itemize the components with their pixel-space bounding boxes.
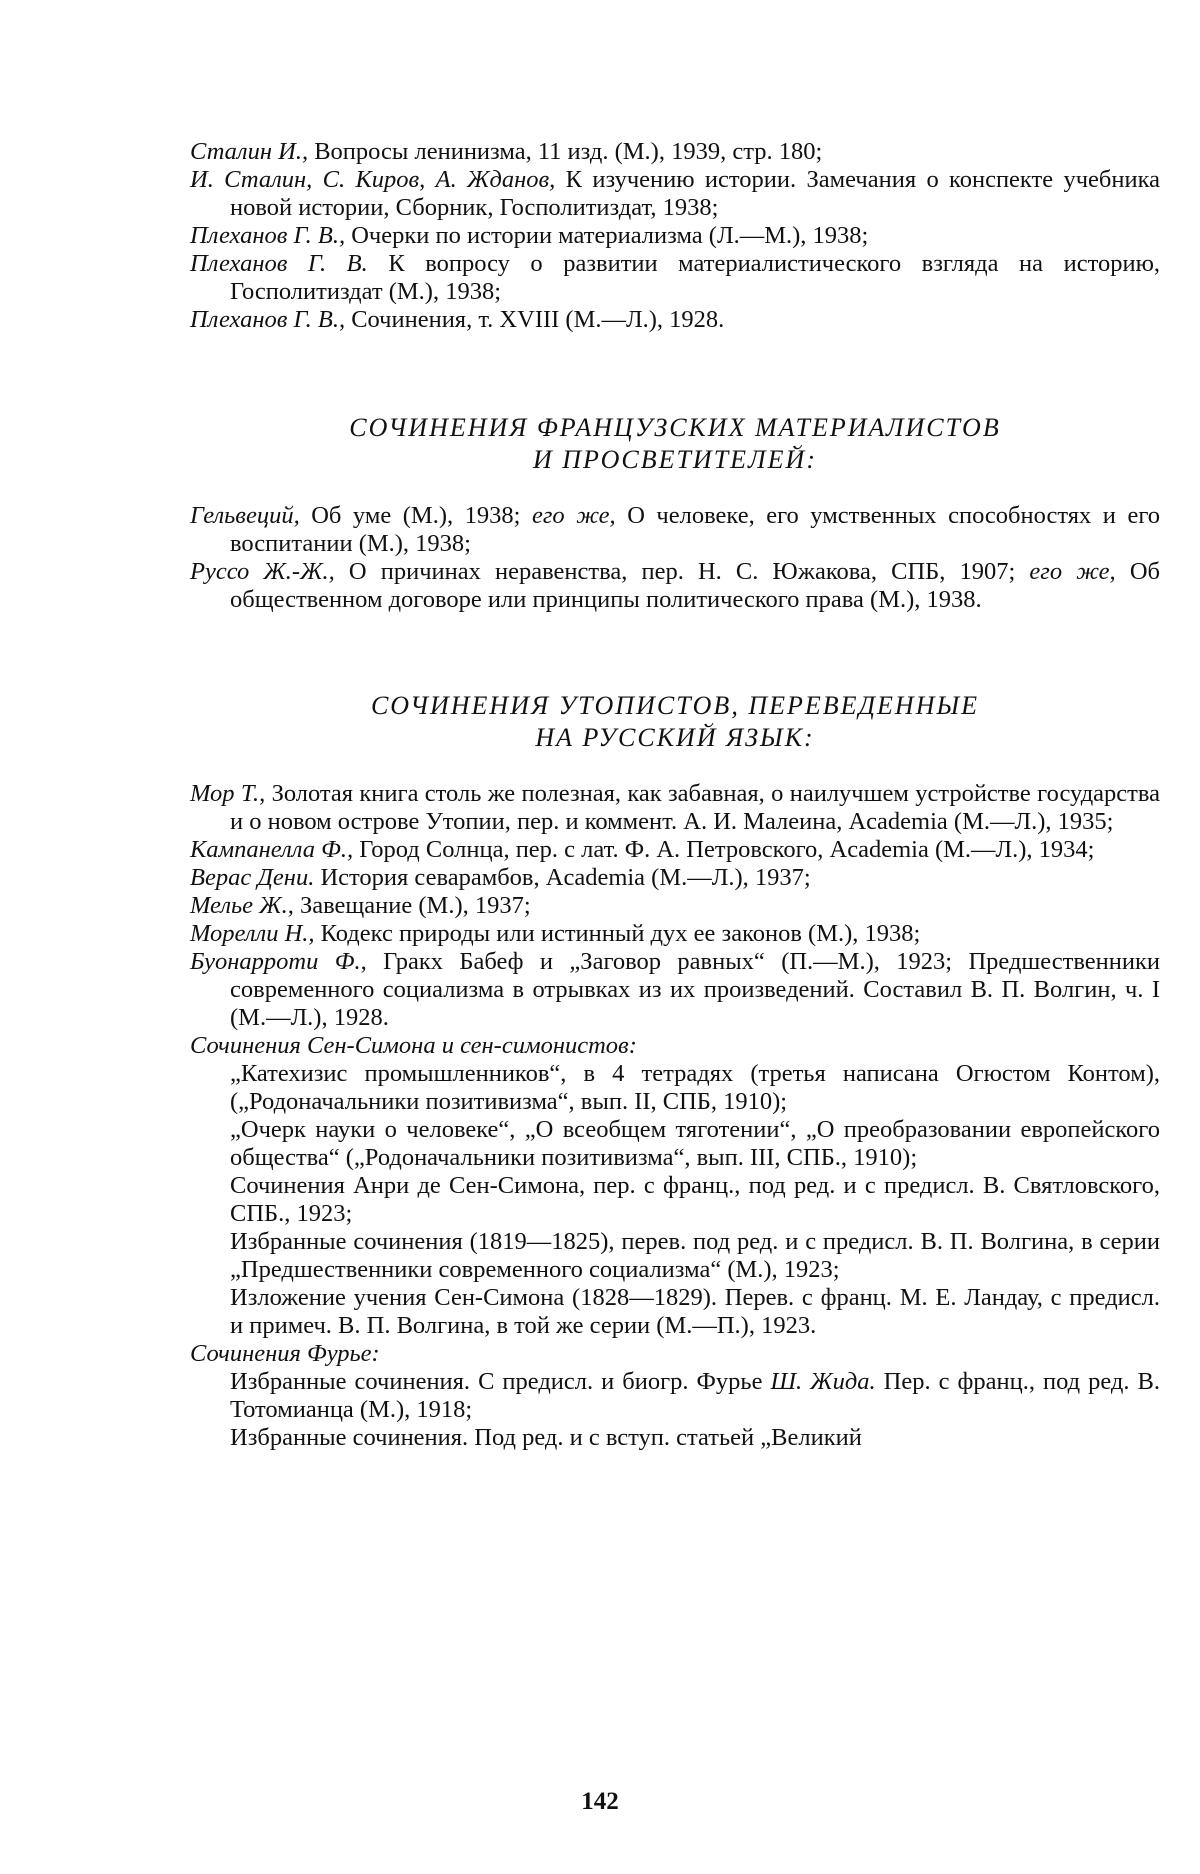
bibliography-block-3: [190, 780, 1160, 1452]
list-item: Избранные сочинения (1819—1825), перев. под ред. и с предисл. В. П. Волгина, в серии „Предшественники современного социализма“ (М.), 1923;: [230, 1228, 1160, 1283]
page-number: 142: [581, 1788, 619, 1815]
list-item: Избранные сочинения. Под ред. и с вступ. статьей „Великий: [230, 1424, 862, 1451]
list-item: Сочинения Анри де Сен-Симона, пер. с франц., под ред. и с предисл. В. Святловского, СПБ., 1923;: [230, 1172, 1160, 1227]
list-item: Мор Т., Золотая книга столь же полезная, как забавная, о наилучшем устройстве государства и о новом острове Утопии, пер. и коммент. А. И. Малеина, Academia (М.—Л.), 1935;: [190, 780, 1160, 835]
group-label-saint-simon: Сочинения Сен-Симона и сен-симонистов:: [190, 1032, 637, 1059]
list-item: „Катехизис промышленников“, в 4 тетрадях (третья написана Огюстом Контом), („Родоначальники позитивизма“, вып. II, СПБ, 1910);: [230, 1060, 1160, 1115]
list-item: Буонарроти Ф., Гракх Бабеф и „Заговор равных“ (П.—М.), 1923; Предшественники современного социализма в отрывках из их произведений. Составил В. П. Волгин, ч. I (М.—Л.), 1928.: [190, 948, 1160, 1031]
list-item: Верас Дени. История севарамбов, Academia (М.—Л.), 1937;: [190, 864, 811, 891]
list-item: Морелли Н., Кодекс природы или истинный дух ее законов (М.), 1938;: [190, 920, 921, 947]
bibliography-block-1: [190, 138, 1160, 334]
list-item: „Очерк науки о человеке“, „О всеобщем тяготении“, „О преобразовании европейского общества“ („Родоначальники позитивизма“, вып. III, СПБ., 1910);: [230, 1116, 1160, 1171]
section-heading-utopians: СОЧИНЕНИЯ УТОПИСТОВ, ПЕРЕВЕДЕННЫЕ НА РУССКИЙ ЯЗЫК:: [370, 691, 980, 752]
list-item: Плеханов Г. В. К вопросу о развитии материалистического взгляда на историю, Госполитиздат (М.), 1938;: [190, 250, 1160, 305]
bibliography-block-2: [190, 502, 1160, 614]
list-item: Сталин И., Вопросы ленинизма, 11 изд. (М.), 1939, стр. 180;: [190, 138, 823, 165]
list-item: Плеханов Г. В., Очерки по истории материализма (Л.—М.), 1938;: [190, 222, 869, 249]
list-item: Избранные сочинения. С предисл. и биогр. Фурье Ш. Жида. Пер. с франц., под ред. В. Тотомианца (М.), 1918;: [230, 1368, 1160, 1423]
list-item: Мелье Ж., Завещание (М.), 1937;: [190, 892, 531, 919]
section-heading-materialists: СОЧИНЕНИЯ ФРАНЦУЗСКИХ МАТЕРИАЛИСТОВ И ПРОСВЕТИТЕЛЕЙ:: [349, 413, 1001, 474]
list-item: Изложение учения Сен-Симона (1828—1829). Перев. с франц. М. Е. Ландау, с предисл. и примеч. В. П. Волгина, в той же серии (М.—П.), 1923.: [230, 1284, 1160, 1339]
list-item: Гельвеций, Об уме (М.), 1938; его же, О человеке, его умственных способностях и его воспитании (М.), 1938;: [190, 502, 1161, 557]
list-item: Плеханов Г. В., Сочинения, т. XVIII (М.—Л.), 1928.: [190, 306, 725, 333]
list-item: Руссо Ж.-Ж., О причинах неравенства, пер. Н. С. Южакова, СПБ, 1907; его же, Об общественном договоре или принципы политического права (М.), 1938.: [190, 558, 1160, 613]
group-label-fourier: Сочинения Фурье:: [190, 1340, 380, 1367]
list-item: И. Сталин, С. Киров, А. Жданов, К изучению истории. Замечания о конспекте учебника новой истории, Сборник, Госполитиздат, 1938;: [190, 166, 1160, 221]
list-item: Кампанелла Ф., Город Солнца, пер. с лат. Ф. А. Петровского, Academia (М.—Л.), 1934;: [190, 836, 1095, 863]
